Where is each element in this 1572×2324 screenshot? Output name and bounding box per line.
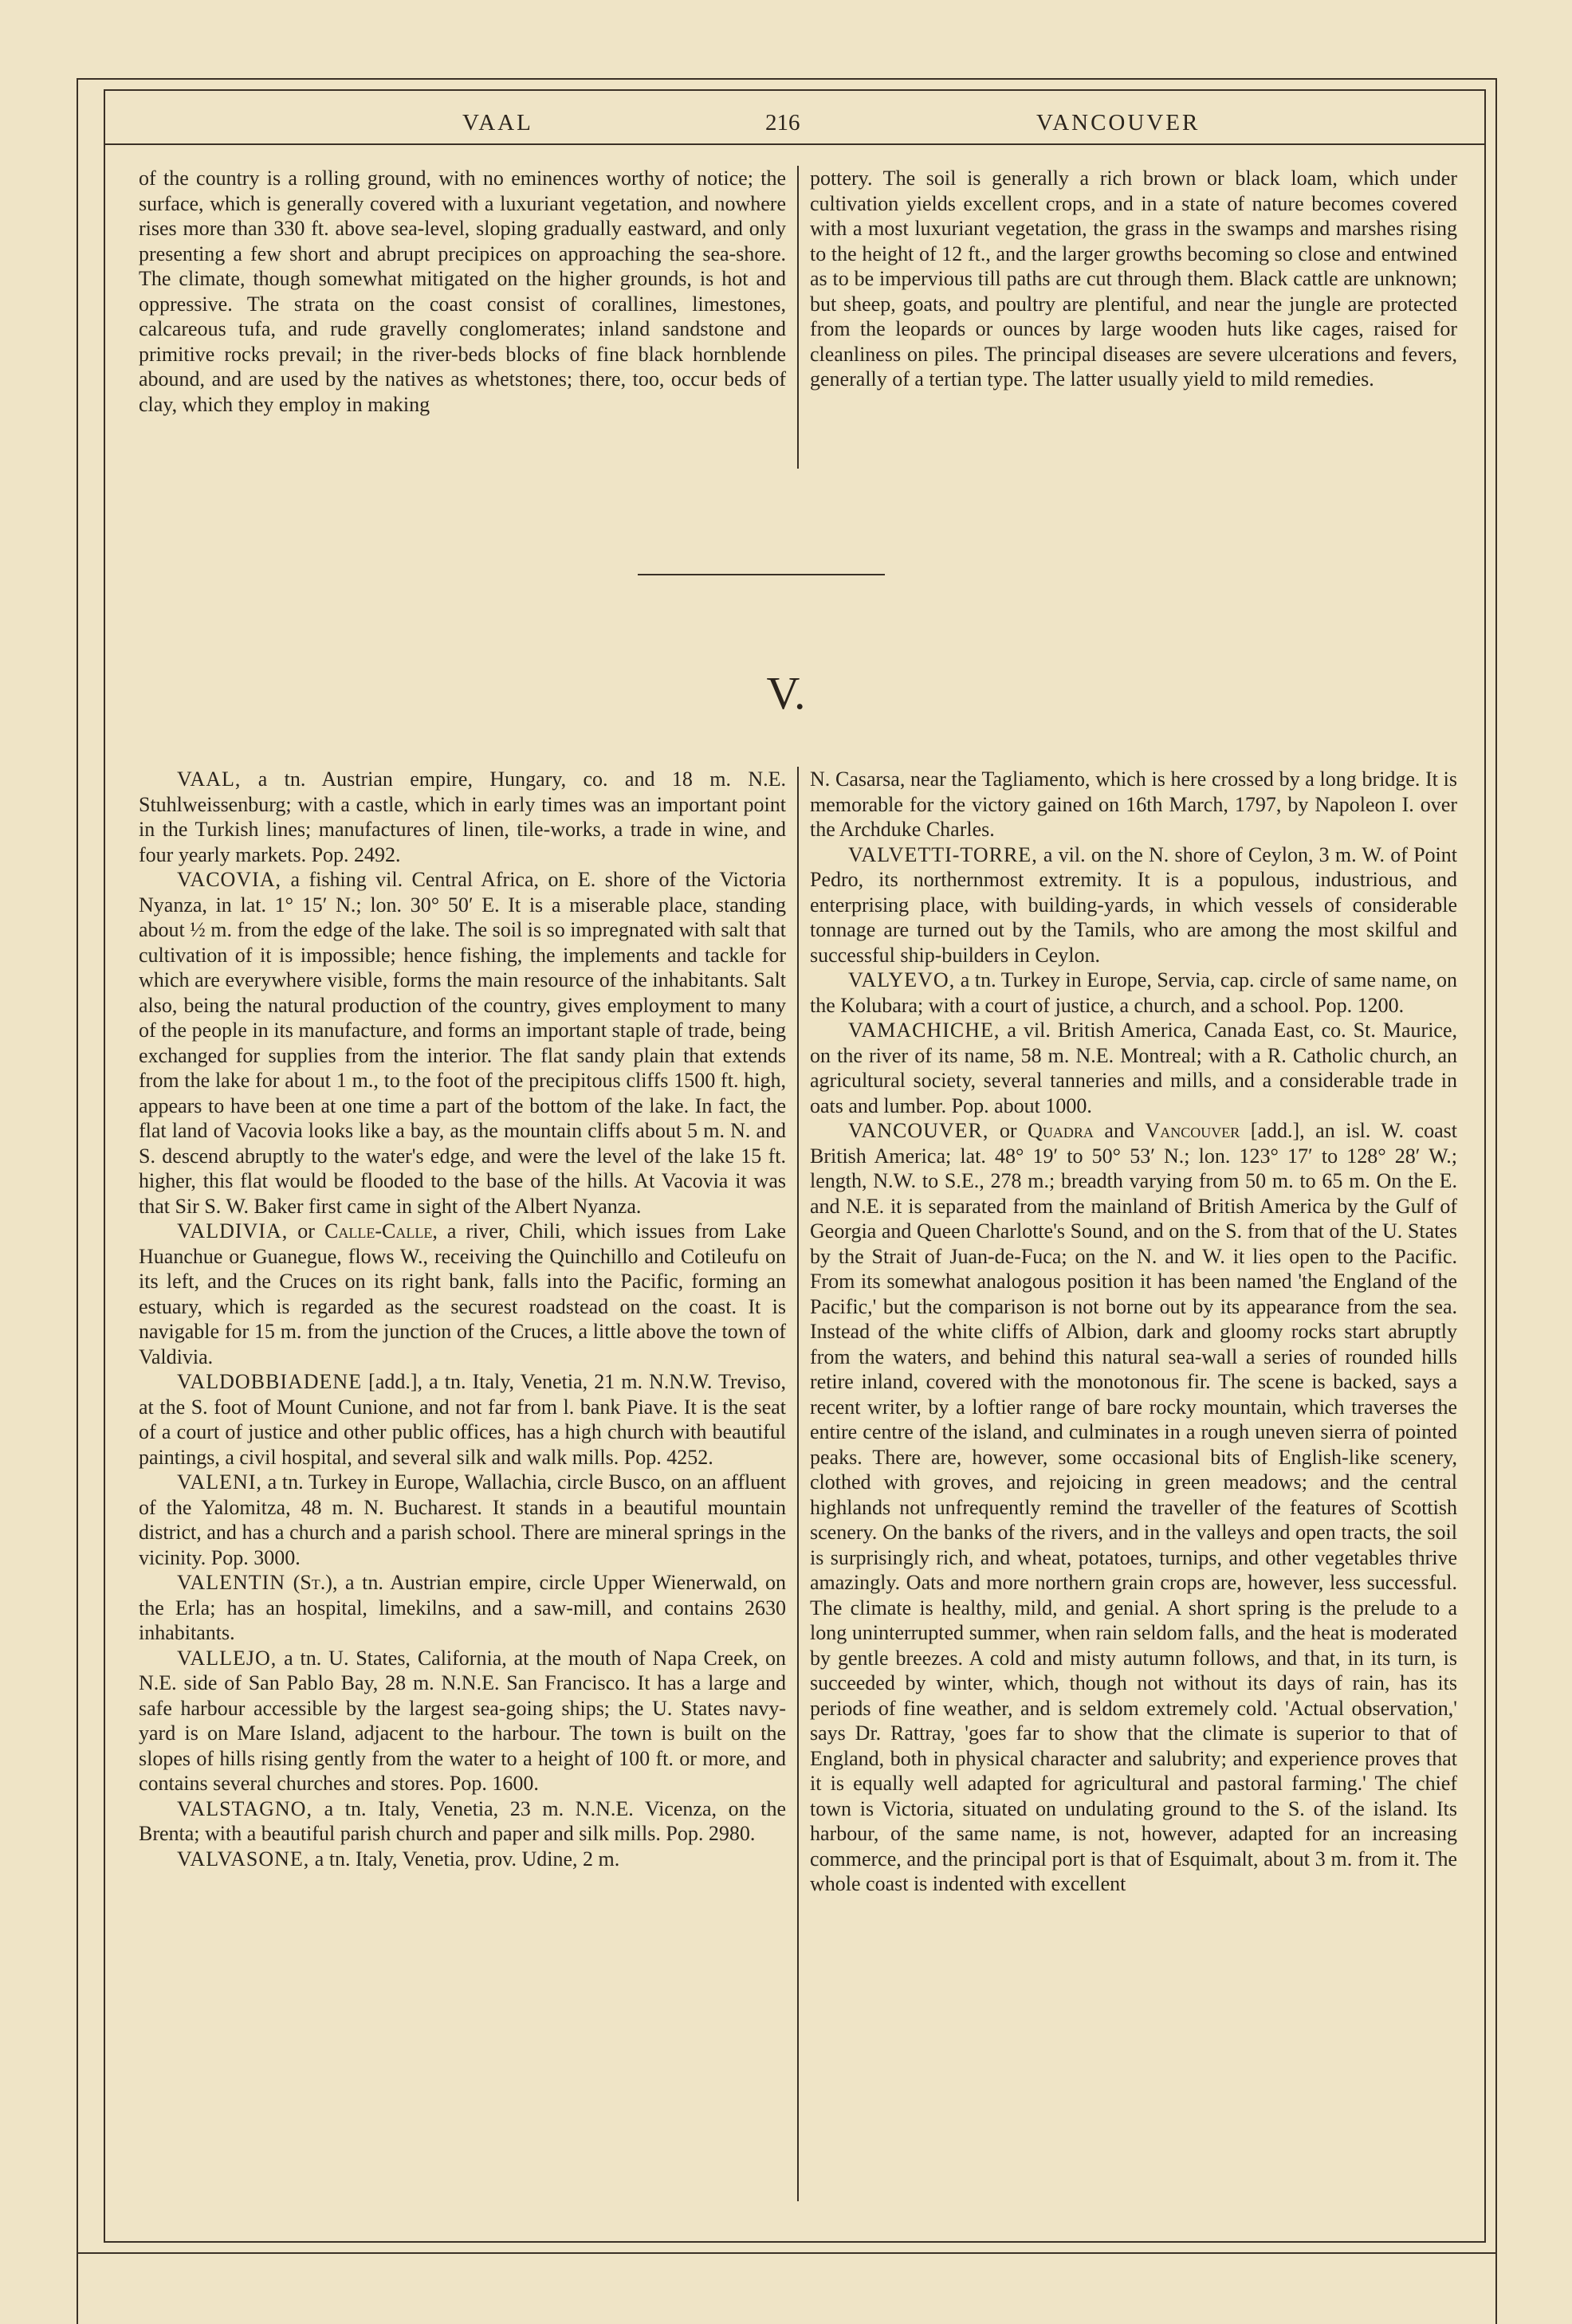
entry-text: a tn. Austrian empire, Hungary, co. and 18 m. N.E. Stuhlweissenburg; with a castle, which in early times was an important point in the Turkish lines; manufactures of linen, tile-works, a trade in wine, and four yearly markets. Pop. 2492. — [139, 767, 786, 866]
entry-text: a fishing vil. Central Africa, on E. shore of the Victoria Nyanza, in lat. 1° 15′ N.; lon. 30° 50′ E. It is a miserable place, standing about ½ m. from the edge of the lake. The soil is so impregnated with salt that cultivation of it is impossible; hence fishing, the implements and tackle for which are everywhere visible, forms the main resource of the inhabitants. Salt also, being the natural production of the country, gives employment to many of the people in its manufacture, and forms an important staple of trade, being exchanged for supplies from the interior. The flat sandy plain that extends from the lake for about 1 m., to the foot of the precipitous cliffs 1500 ft. high, appears to have been at one time a part of the bottom of the lake. In fact, the flat land of Vacovia looks like a bay, as the mountain cliffs about 5 m. N. and S. descend abruptly to the water's edge, and were the level of the lake 15 ft. higher, this flat would be flooded to the base of the hills. At Vacovia it was that Sir S. W. Baker first came in sight of the Albert Nyanza. — [139, 868, 786, 1218]
headword: VALENI, — [177, 1470, 262, 1494]
running-head-left: VAAL — [462, 110, 533, 135]
entry-text — [285, 1571, 293, 1594]
entry-valstagno — [139, 1796, 786, 1847]
entry-valyevo — [810, 968, 1457, 1018]
entry-text: a vil. on the N. shore of Ceylon, 3 m. W. of Point Pedro, its northernmost extremity. It is a populous, industrious, and enterprising place, with building-yards, in which vessels of considerable tonnage are turned out by the Tamils, who are among the most skilful and successful ship-builders in Ceylon. — [810, 842, 1457, 967]
entry-vallejo — [139, 1646, 786, 1796]
entry-text: a vil. British America, Canada East, co. St. Maurice, on the river of its name, 58 m. N.E. Montreal; with a R. Catholic church, an agricultural society, several tanneries and mills, and a considerable trade in oats and lumber. Pop. about 1000. — [810, 1019, 1457, 1117]
entry-valdivia — [139, 1219, 786, 1369]
entry-valeni — [139, 1470, 786, 1570]
entry-text: a tn. Italy, Venetia, prov. Udine, 2 m. — [309, 1847, 620, 1871]
headword: VACOVIA, — [177, 868, 282, 891]
continued-paragraph: N. Casarsa, near the Tagliamento, which is here crossed by a long bridge. It is memorable for the victory gained on 16th March, 1797, by Napoleon I. over the Archduke Charles. — [810, 767, 1457, 841]
headword: VALLEJO, — [177, 1646, 277, 1670]
top-left-column — [139, 166, 786, 417]
section-letter: V. — [766, 667, 806, 719]
section-divider — [638, 574, 885, 575]
entry-text: or — [988, 1119, 1028, 1142]
top-rule — [77, 78, 1497, 80]
header-rule — [104, 143, 1486, 145]
outer-right-rule — [1495, 78, 1497, 2324]
main-column-rule — [797, 767, 799, 2201]
entry-valvetti-torre — [810, 842, 1457, 968]
alt-name: Quadra — [1028, 1119, 1094, 1142]
top-right-column — [810, 166, 1457, 392]
entry-valvasone — [139, 1847, 786, 1872]
continued-paragraph: of the country is a rolling ground, with no eminences worthy of notice; the surface, which is generally covered with a luxuriant vegetation, and nowhere rises more than 330 ft. above sea-level, sloping gradually eastward, and only presenting a few short and abrupt precipices on approaching the sea-shore. The climate, though somewhat mitigated on the higher grounds, is hot and oppressive. The strata on the coast consist of corallines, limestones, calcareous tufa, and rude gravelly conglomerates; inland sandstone and primitive rocks prevail; in the river-beds blocks of fine black hornblende abound, and are used by the natives as whetstones; there, too, occur beds of clay, which they employ in making — [139, 167, 786, 416]
entry-text: [add.], a tn. Italy, Venetia, 21 m. N.N.W. Treviso, at the S. foot of Mount Cunione, and not far from l. bank Piave. It is the seat of a court of justice and other public offices, has a high church with beautiful paintings, a civil hospital, and several silk and walk mills. Pop. 4252. — [139, 1370, 786, 1469]
entry-text: a tn. U. States, California, at the mouth of Napa Creek, on N.E. side of San Pablo Bay, 28 m. N.N.E. San Francisco. It has a large and safe harbour accessible by the largest sea-going ships; the U. States navy-yard is on Mare Island, adjacent to the harbour. The town is built on the slopes of hills rising gently from the water to a height of 100 ft. or more, and contains several churches and stores. Pop. 1600. — [139, 1646, 786, 1795]
page-number: 216 — [765, 110, 800, 135]
running-head-right: VANCOUVER — [1036, 110, 1201, 135]
alt-name: Calle-Calle, — [324, 1219, 438, 1242]
entry-text: a tn. Turkey in Europe, Servia, cap. circle of same name, on the Kolubara; with a court of justice, a church, and a school. Pop. 1200. — [810, 968, 1457, 1017]
entry-vancouver — [810, 1118, 1457, 1897]
headword: VALYEVO, — [848, 968, 956, 991]
headword: VALSTAGNO, — [177, 1796, 312, 1820]
entry-valentin — [139, 1570, 786, 1646]
continued-paragraph: pottery. The soil is generally a rich brown or black loam, which under cultivation yields excellent crops, and in a state of nature becomes covered with a most luxuriant vegetation, the grass in the swamps and marshes rising to the height of 12 ft., and the larger growths becoming so close and entwined as to be impervious till paths are cut through them. Black cattle are unknown; but sheep, goats, and poultry are plentiful, and near the jungle are protected from the leopards or ounces by large wooden huts like cages, raised for cleanliness on piles. The principal diseases are severe ulcerations and fevers, generally of a tertian type. The latter usually yield to mild remedies. — [810, 167, 1457, 391]
entry-text: or — [288, 1219, 325, 1242]
alt-name: Vancouver — [1145, 1119, 1240, 1142]
headword: VALVASONE, — [177, 1847, 310, 1871]
bottom-rule — [77, 2252, 1497, 2254]
headword: VAMACHICHE, — [848, 1019, 1000, 1042]
right-column — [810, 767, 1457, 1897]
headword: VALVETTI-TORRE, — [848, 842, 1038, 866]
entry-text: a tn. Turkey in Europe, Wallachia, circle Busco, on an affluent of the Yalomitza, 48 m. N. Bucharest. It stands in a beautiful mountain district, and has a church and a parish school. There are mineral springs in the vicinity. Pop. 3000. — [139, 1470, 786, 1569]
left-column — [139, 767, 786, 1871]
top-column-rule — [797, 166, 799, 469]
entry-vamachiche — [810, 1018, 1457, 1118]
entry-text: a river, Chili, which issues from Lake Huanchue or Guanegue, flows W., receiving the Quinchillo and Cotileufu on its left, and the Cruces on its right bank, falls into the Pacific, forming an estuary, which is regarded as the securest roadstead on the coast. It is navigable for 15 m. from the junction of the Cruces, a little above the town of Valdivia. — [139, 1219, 786, 1368]
entry-text: [add.], an isl. W. coast British America; lat. 48° 19′ to 50° 53′ N.; lon. 123° 17′ to 128° 28′ W.; length, N.W. to S.E., 278 m.; breadth varying from 50 m. to 65 m. On the E. and N.E. it is separated from the mainland of British America by the Gulf of Georgia and Queen Charlotte's Sound, and on the S. from that of the U. States by the Strait of Juan-de-Fuca; on the N. and W. it lies open to the Pacific. From its somewhat analogous position it has been named 'the England of the Pacific,' but the comparison is not borne out by its appearance from the sea. Instead of the white cliffs of Albion, dark and gloomy rocks start abruptly from the waters, and behind this natural sea-wall a series of rounded hills retire inland, covered with the monotonous fir. The scene is backed, says a recent writer, by a loftier range of bare rocky mountain, which traverses the entire centre of the island, and culminates in a rough uneven sierra of pointed peaks. There are, however, some occasional bits of English-like scenery, clothed with groves, and rejoicing in green meadows; and the central highlands not unfrequently remind the traveller of the features of Scottish scenery. On the banks of the rivers, and in the valleys and open tracts, the soil is surprisingly rich, and wheat, potatoes, turnips, and other vegetables thrive amazingly. Oats and more northern grain crops are, however, less successful. The climate is healthy, mild, and genial. A short spring is the prelude to a long uninterrupted summer, when rain seldom falls, and the heat is moderated by gentle breezes. A cold and misty autumn follows, and that, in its turn, is succeeded by winter, which, though not without its days of rain, has its periods of fine weather, and is seldom extremely cold. 'Actual observation,' says Dr. Rattray, 'goes far to show that the climate is superior to that of England, both in physical character and salubrity; and experience proves that it is equally well adapted for agricultural and pastoral farming.' The chief town is Victoria, situated on undulating ground to the S. of the island. Its harbour, of the same name, is not, however, adapted for an increasing commerce, and the principal port is that of Esquimalt, about 3 m. from it. The whole coast is indented with excellent — [810, 1119, 1457, 1895]
entry-valdobbiadene — [139, 1369, 786, 1470]
alt-name: (St.), — [293, 1571, 338, 1594]
headword: VALENTIN — [177, 1571, 286, 1594]
headword: VALDOBBIADENE — [177, 1370, 363, 1393]
entry-text: a tn. Austrian empire, circle Upper Wienerwald, on the Erla; has an hospital, limekilns, and a saw-mill, and contains 2630 inhabitants. — [139, 1571, 787, 1644]
entry-text: a tn. Italy, Venetia, 23 m. N.N.E. Vicenza, on the Brenta; with a beautiful parish church and paper and silk mills. Pop. 2980. — [139, 1796, 786, 1845]
entry-text: and — [1093, 1119, 1146, 1142]
headword: VALDIVIA, — [177, 1219, 289, 1242]
outer-left-rule — [77, 78, 78, 2324]
entry-vacovia — [139, 867, 786, 1219]
headword: VANCOUVER, — [848, 1119, 989, 1142]
entry-vaal — [139, 767, 786, 867]
headword: VAAL, — [177, 767, 242, 791]
